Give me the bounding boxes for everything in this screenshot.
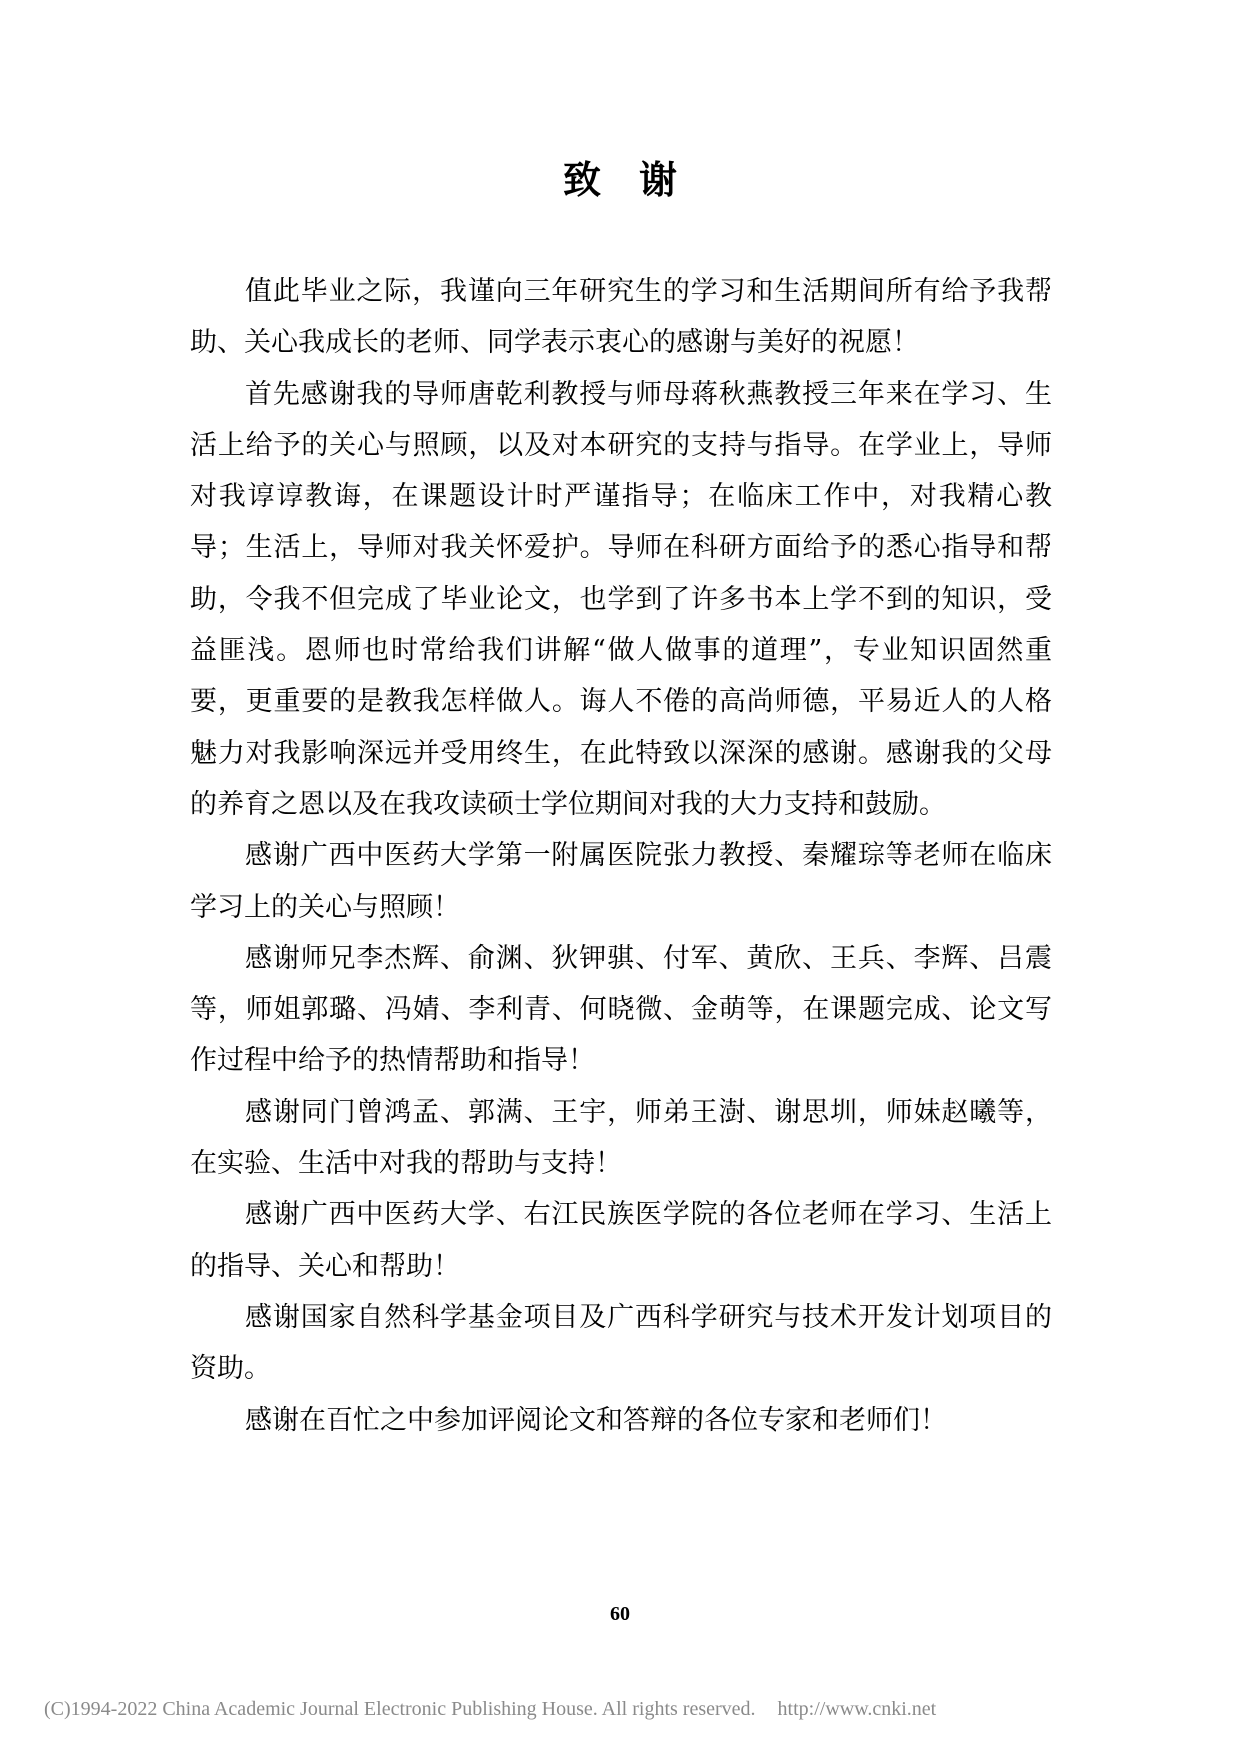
footer-url[interactable]: http://www.cnki.net: [777, 1698, 937, 1720]
acknowledgement-body: [190, 266, 1052, 1446]
paragraph-seniors: 感谢师兄李杰辉、俞渊、狄钾骐、付军、黄欣、王兵、李辉、吕震等，师姐郭璐、冯婧、李利青、何晓微、金萌等，在课题完成、论文写作过程中给予的热情帮助和指导！: [190, 942, 1052, 1077]
copyright-text: (C)1994-2022 China Academic Journal Electronic Publishing House. All rights reserved.: [44, 1698, 756, 1720]
paragraph-funding: 感谢国家自然科学基金项目及广西科学研究与技术开发计划项目的资助。: [190, 1301, 1052, 1385]
paragraph-reviewers: 感谢在百忙之中参加评阅论文和答辩的各位专家和老师们！: [245, 1404, 947, 1436]
paragraph-peers: 感谢同门曾鸿孟、郭满、王宇，师弟王澍、谢思圳，师妹赵曦等，在实验、生活中对我的帮助与支持！: [190, 1096, 1052, 1180]
paragraph-hospital: 感谢广西中医药大学第一附属医院张力教授、秦耀琮等老师在临床学习上的关心与照顾！: [190, 840, 1052, 923]
page-number: 60: [610, 1603, 630, 1625]
copyright-footer: [44, 1695, 1204, 1723]
paragraph-opening: 值此毕业之际，我谨向三年研究生的学习和生活期间所有给予我帮助、关心我成长的老师、同学表示衷心的感谢与美好的祝愿！: [190, 276, 1052, 359]
paragraph-university: 感谢广西中医药大学、右江民族医学院的各位老师在学习、生活上的指导、关心和帮助！: [190, 1199, 1052, 1282]
page-title: 致谢: [562, 158, 715, 202]
paragraph-advisor: 首先感谢我的导师唐乾利教授与师母蒋秋燕教授三年来在学习、生活上给予的关心与照顾，以及对本研究的支持与指导。在学业上，导师对我谆谆教诲，在课题设计时严谨指导；在临床工作中，对我精心教导；生活上，导师对我关怀爱护。导师在科研方面给予的悉心指导和帮助，令我不但完成了毕业论文，也学到了许多书本上学不到的知识，受益匪浅。恩师也时常给我们讲解“做人做事的道理”，专业知识固然重要，更重要的是教我怎样做人。诲人不倦的高尚师德，平易近人的人格魅力对我影响深远并受用终生，在此特致以深深的感谢。感谢我的父母的养育之恩以及在我攻读硕士学位期间对我的大力支持和鼓励。: [190, 378, 1052, 820]
